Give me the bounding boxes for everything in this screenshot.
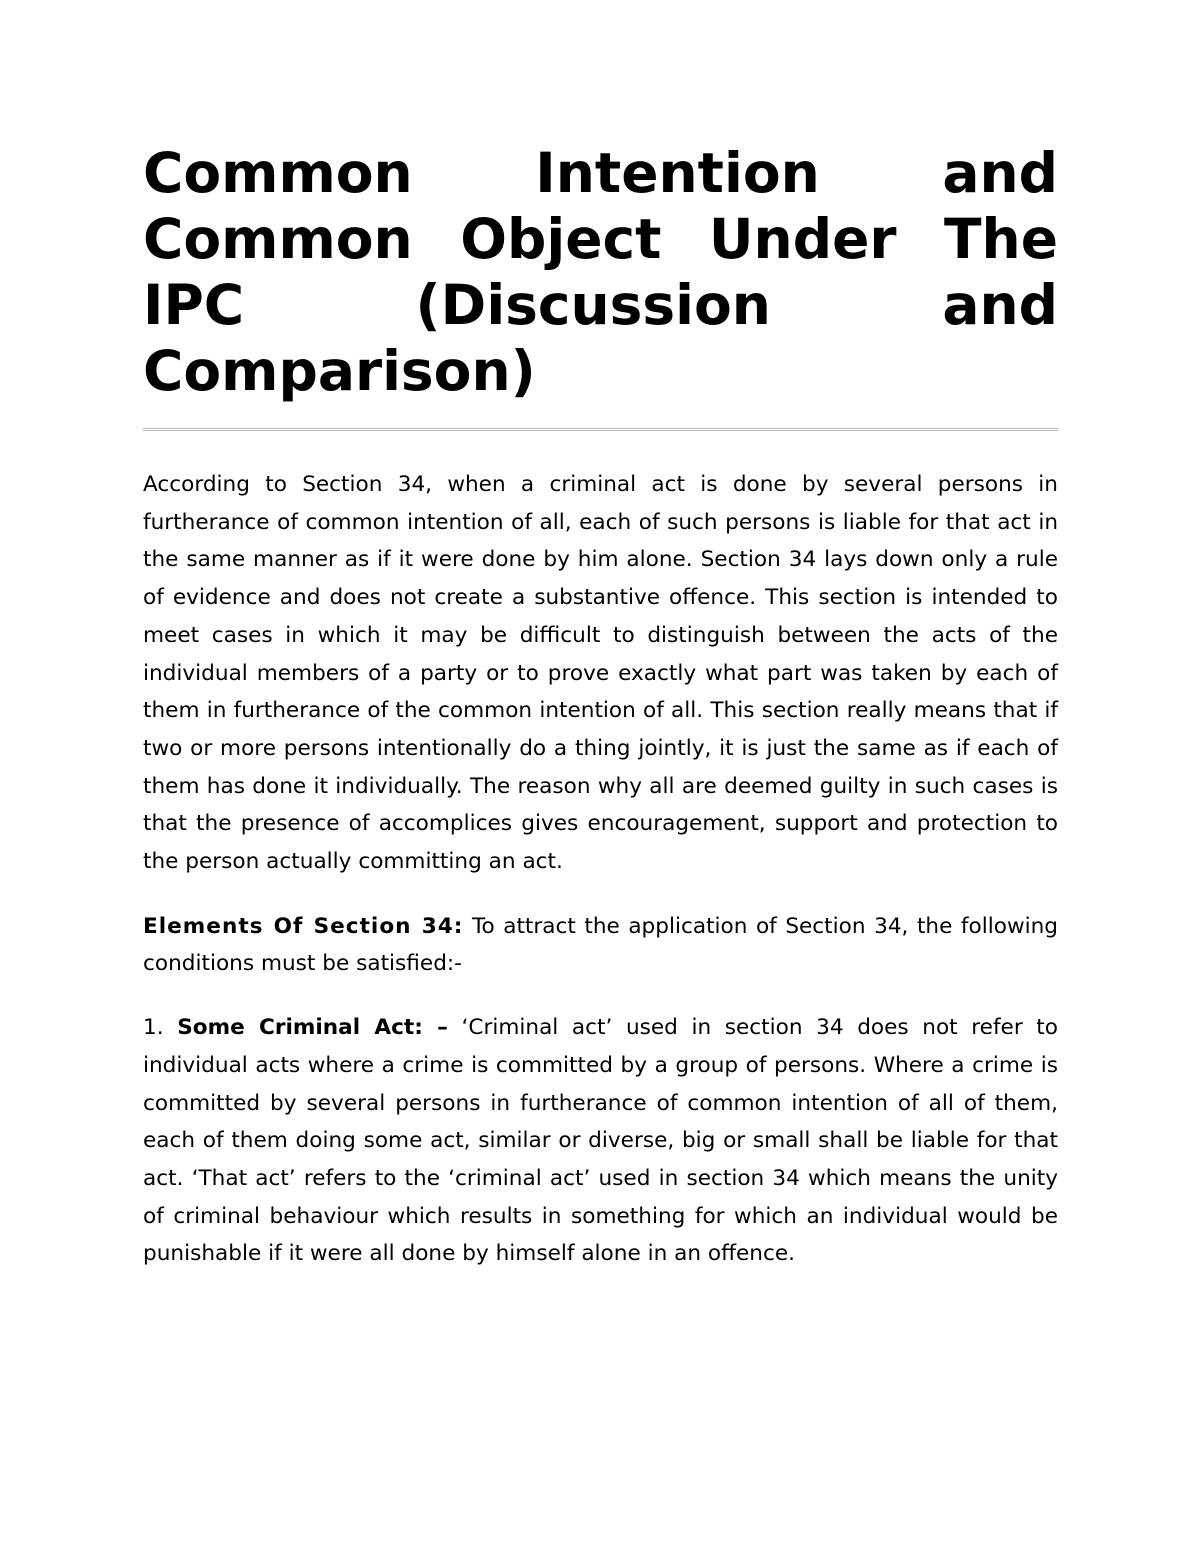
title-divider [143, 428, 1058, 431]
item-1-number: 1. [143, 1015, 178, 1041]
document-page [143, 140, 1058, 1273]
item-1-text: ‘Criminal act’ used in section 34 does not refer to individual acts where a crime is committed by a group of persons. Where a crime is committed by several persons in furtherance of common intention of all of them, each of them doing some act, similar or diverse, big or small shall be liable for that act. ‘That act’ refers to the ‘criminal act’ used in section 34 which means the unity of criminal behaviour which results in something for which an individual would be punishable if it were all done by himself alone in an offence. [143, 1015, 1058, 1267]
item-1-heading: Some Criminal Act: – [177, 1015, 448, 1041]
elements-heading: Elements Of Section 34: [143, 913, 464, 939]
elements-paragraph [143, 908, 1058, 983]
item-1-paragraph [143, 1009, 1058, 1273]
document-title: Common Intention and Common Object Under The IPC (Discussion and Comparison) [143, 141, 1058, 403]
intro-paragraph: According to Section 34, when a criminal act is done by several persons in furtherance of common intention of all, each of such persons is liable for that act in the same manner as if it were done by him alone. Section 34 lays down only a rule of evidence and does not create a substantive offence. This section is intended to meet cases in which it may be difficult to distinguish between the acts of the individual members of a party or to prove exactly what part was taken by each of them in furtherance of the common intention of all. This section really means that if two or more persons intentionally do a thing jointly, it is just the same as if each of them has done it individually. The reason why all are deemed guilty in such cases is that the presence of accomplices gives encouragement, support and protection to the person actually committing an act. [143, 472, 1058, 875]
elements-text: To attract the application of Section 34, the following conditions must be satisfied:- [143, 913, 1058, 977]
